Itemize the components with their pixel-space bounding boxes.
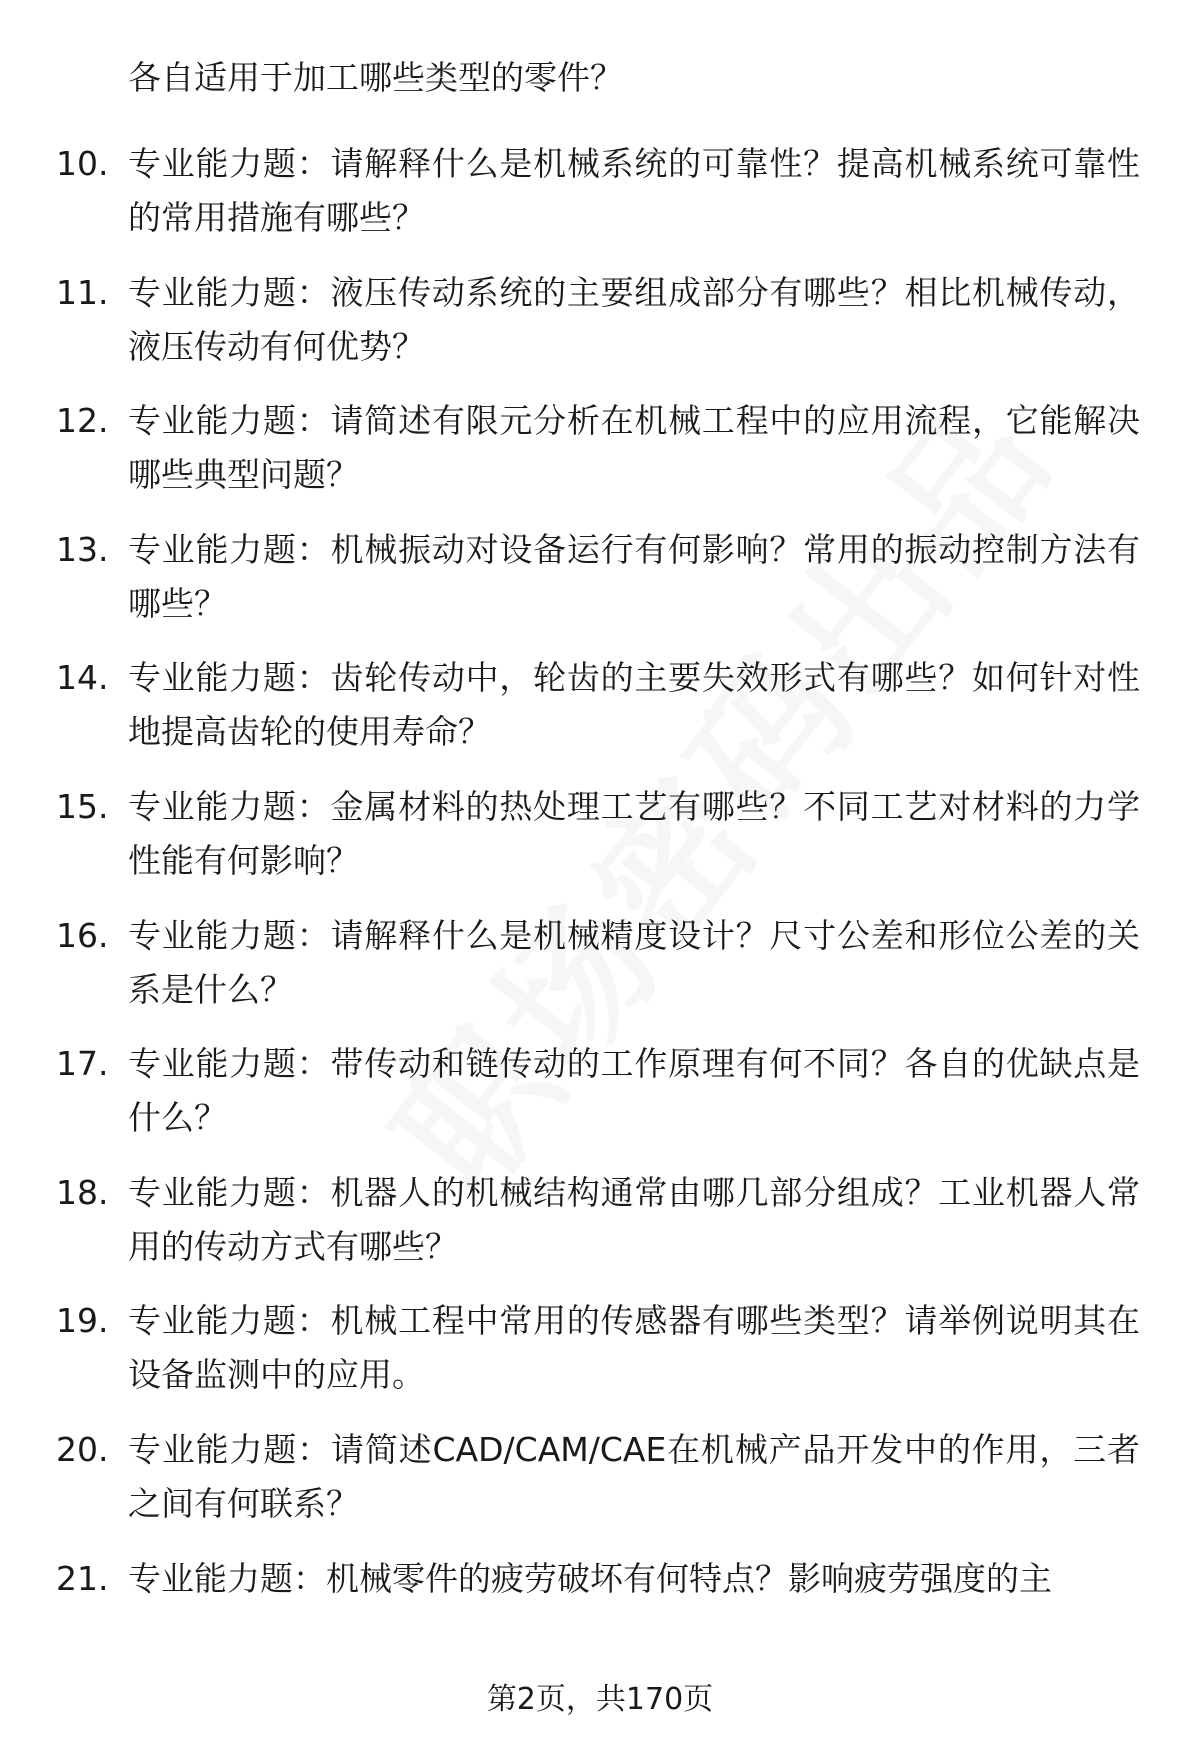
list-item <box>0 1558 1200 1690</box>
question-text: 专业能力题：请简述CAD/CAM/CAE在机械产品开发中的作用，三者之间有何联系？ <box>128 1429 1140 1523</box>
list-item <box>0 915 1200 1047</box>
list-item <box>0 272 1200 404</box>
question-text: 专业能力题：机械零件的疲劳破坏有何特点？影响疲劳强度的主 <box>128 1558 1052 1598</box>
question-text: 专业能力题：请解释什么是机械精度设计？尺寸公差和形位公差的关系是什么？ <box>128 915 1140 1009</box>
question-text: 专业能力题：机械振动对设备运行有何影响？常用的振动控制方法有哪些？ <box>128 529 1140 623</box>
question-text: 专业能力题：机器人的机械结构通常由哪几部分组成？工业机器人常用的传动方式有哪些？ <box>128 1172 1140 1266</box>
page-footer: 第2页，共170页 <box>486 1682 714 1717</box>
question-number: 16. <box>56 915 109 955</box>
question-text: 专业能力题：请解释什么是机械系统的可靠性？提高机械系统可靠性的常用措施有哪些？ <box>128 144 1140 237</box>
question-text: 专业能力题：请简述有限元分析在机械工程中的应用流程，它能解决哪些典型问题？ <box>128 401 1140 495</box>
list-item <box>0 1172 1200 1304</box>
list-item <box>0 529 1200 661</box>
list-item <box>0 660 1200 789</box>
question-number: 18. <box>56 1172 109 1212</box>
list-item <box>0 1429 1200 1561</box>
question-number: 13. <box>56 529 109 569</box>
question-text: 专业能力题：齿轮传动中，轮齿的主要失效形式有哪些？如何针对性地提高齿轮的使用寿命？ <box>128 658 1140 752</box>
question-number: 12. <box>56 401 109 441</box>
question-number: 20. <box>56 1429 109 1469</box>
question-number: 21. <box>56 1558 109 1598</box>
question-text: 专业能力题：金属材料的热处理工艺有哪些？不同工艺对材料的力学性能有何影响？ <box>128 786 1140 880</box>
question-number: 10. <box>56 144 109 183</box>
list-item <box>0 146 1200 275</box>
question-text: 专业能力题：机械工程中常用的传感器有哪些类型？请举例说明其在设备监测中的应用。 <box>128 1301 1140 1395</box>
question-number: 19. <box>56 1301 109 1341</box>
question-number: 17. <box>56 1044 109 1084</box>
question-number: 15. <box>56 786 109 826</box>
question-number: 14. <box>56 658 109 698</box>
list-item <box>0 403 1200 532</box>
question-text: 专业能力题：带传动和链传动的工作原理有何不同？各自的优缺点是什么？ <box>128 1044 1140 1138</box>
list-item <box>0 1046 1200 1175</box>
list-item <box>0 786 1200 918</box>
question-number: 11. <box>56 272 109 312</box>
question-continuation: 各自适用于加工哪些类型的零件？ <box>128 58 623 97</box>
question-list <box>0 146 1200 1689</box>
list-item <box>0 1303 1200 1432</box>
question-text: 专业能力题：液压传动系统的主要组成部分有哪些？相比机械传动，液压传动有何优势？ <box>128 272 1140 366</box>
